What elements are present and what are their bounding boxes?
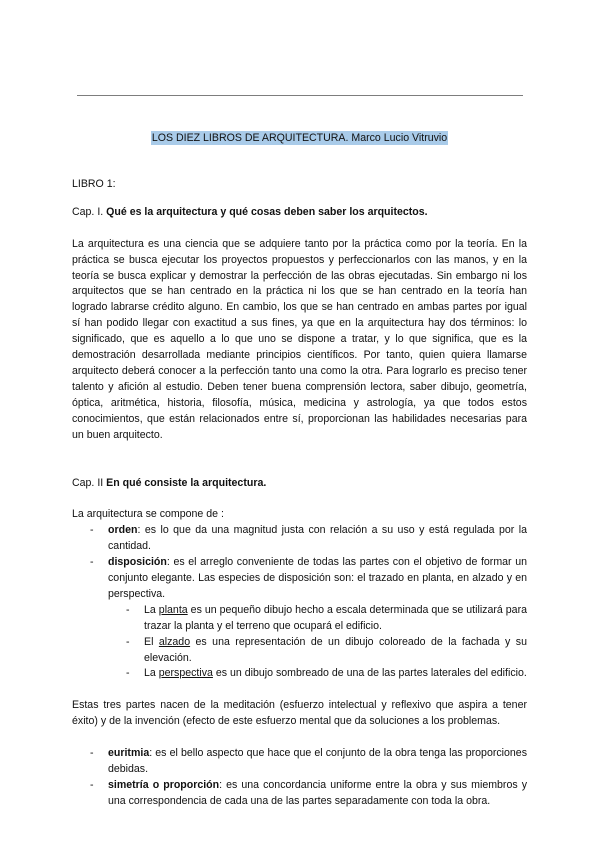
document-title[interactable]: LOS DIEZ LIBROS DE ARQUITECTURA. Marco Lucio Vitruvio	[151, 132, 448, 144]
list-item-disposicion	[72, 555, 527, 682]
bullet-dash: -	[90, 556, 94, 569]
sublist-text: El	[144, 635, 159, 648]
sublist-text: La	[144, 603, 159, 616]
bullet-dash: -	[126, 667, 130, 680]
bullet-dash: -	[126, 635, 130, 648]
term-planta: planta	[158, 603, 188, 616]
chapter-1-paragraph: La arquitectura es una ciencia que se adquiere tanto por la práctica como por la teoría. En la práctica se busca ejecutar los proyectos propuestos y perfeccionarlos con las manos, y en la teoría se busca explicar y demostrar la perfección de las obras ejecutadas. Sin embargo ni los arquitectos que se han centrado en la práctica ni los que se han centrado en la teoría han logrado labrarse crédito alguno. En cambio, los que se han centrado en ambas partes por igual sí han podido llegar con exactitud a sus fines, ya que en la arquitectura hay dos términos: lo significado, que es aquello a lo que uno se dispone a tratar, y lo que significa, que es la demostración desarrollada mediante principios científicos. Por tanto, quien quiera llamarse arquitecto deberá conocer a la perfección tanto una como la otra. Para lograrlo es preciso tener talento y afición al estudio. Deben tener buena comprensión lectora, saber dibujo, geometría, óptica, aritmética, historia, filosofía, música, medicina y astrología, ya que todos estos conocimientos, que están relacionados entre sí, proporcionan las habilidades necesarias para un buen arquitecto.	[72, 237, 527, 441]
term-perspectiva: perspectiva	[158, 667, 213, 680]
chapter-1-heading	[72, 205, 527, 221]
bullet-dash: -	[90, 747, 94, 760]
definition-euritmia: : es el bello aspecto que hace que el conjunto de la obra tenga las proporciones debidas.	[108, 747, 527, 776]
term-simetria: simetría o proporción	[108, 779, 220, 791]
disposition-sublist	[108, 603, 527, 683]
chapter-2-intro: La arquitectura se compone de :	[72, 508, 224, 521]
bullet-dash: -	[90, 779, 94, 791]
definition-orden: : es lo que da una magnitud justa con relación a su uso y está regulada por la cantidad.	[108, 524, 527, 553]
sublist-text: es una representación de un dibujo coloreado de la fachada y su elevación.	[144, 635, 527, 664]
qualities-list	[72, 746, 527, 810]
term-alzado: alzado	[158, 635, 191, 648]
libro-label: LIBRO 1:	[72, 177, 116, 190]
term-disposicion: disposición	[108, 556, 167, 569]
components-list	[72, 523, 527, 682]
definition-simetria: : es una concordancia uniforme entre la obra y sus miembros y una correspondencia de cada una de las partes separadamente con toda la obra.	[108, 779, 528, 807]
definition-disposicion: : es el arreglo conveniente de todas las partes con el objetivo de formar un conjunto elegante. Las especies de disposición son: el trazado en planta, en alzado y en perspectiva.	[108, 556, 527, 600]
chapter-2-prefix: Cap. II	[72, 476, 107, 489]
chapter-2-paragraph: Estas tres partes nacen de la meditación (esfuerzo intelectual y reflexivo que aspira a tener éxito) y de la invención (efecto de este esfuerzo mental que da soluciones a los problemas.	[72, 699, 527, 728]
sublist-text: es un pequeño dibujo hecho a escala determinada que se utilizará para trazar la planta y el terreno que ocupará el edificio.	[144, 603, 527, 632]
sublist-item-planta	[108, 603, 527, 635]
document-body	[72, 131, 527, 810]
bullet-dash: -	[90, 524, 94, 537]
title-line	[72, 131, 527, 147]
chapter-1-title: Qué es la arquitectura y qué cosas deben saber los arquitectos.	[106, 205, 428, 218]
term-orden: orden	[108, 524, 138, 537]
list-item-euritmia	[72, 746, 527, 778]
list-item-simetria	[72, 778, 527, 810]
bullet-dash: -	[126, 603, 130, 616]
sublist-text: La	[144, 667, 159, 680]
sublist-text: es un dibujo sombreado de una de las partes laterales del edificio.	[212, 667, 527, 680]
term-euritmia: euritmia	[108, 747, 150, 760]
chapter-1-prefix: Cap. I.	[72, 205, 107, 218]
sublist-item-alzado	[108, 635, 527, 667]
header-rule	[77, 95, 523, 96]
chapter-2-heading	[72, 476, 527, 492]
sublist-item-perspectiva	[108, 666, 527, 682]
chapter-2-title: En qué consiste la arquitectura.	[106, 476, 267, 489]
list-item-orden	[72, 523, 527, 555]
